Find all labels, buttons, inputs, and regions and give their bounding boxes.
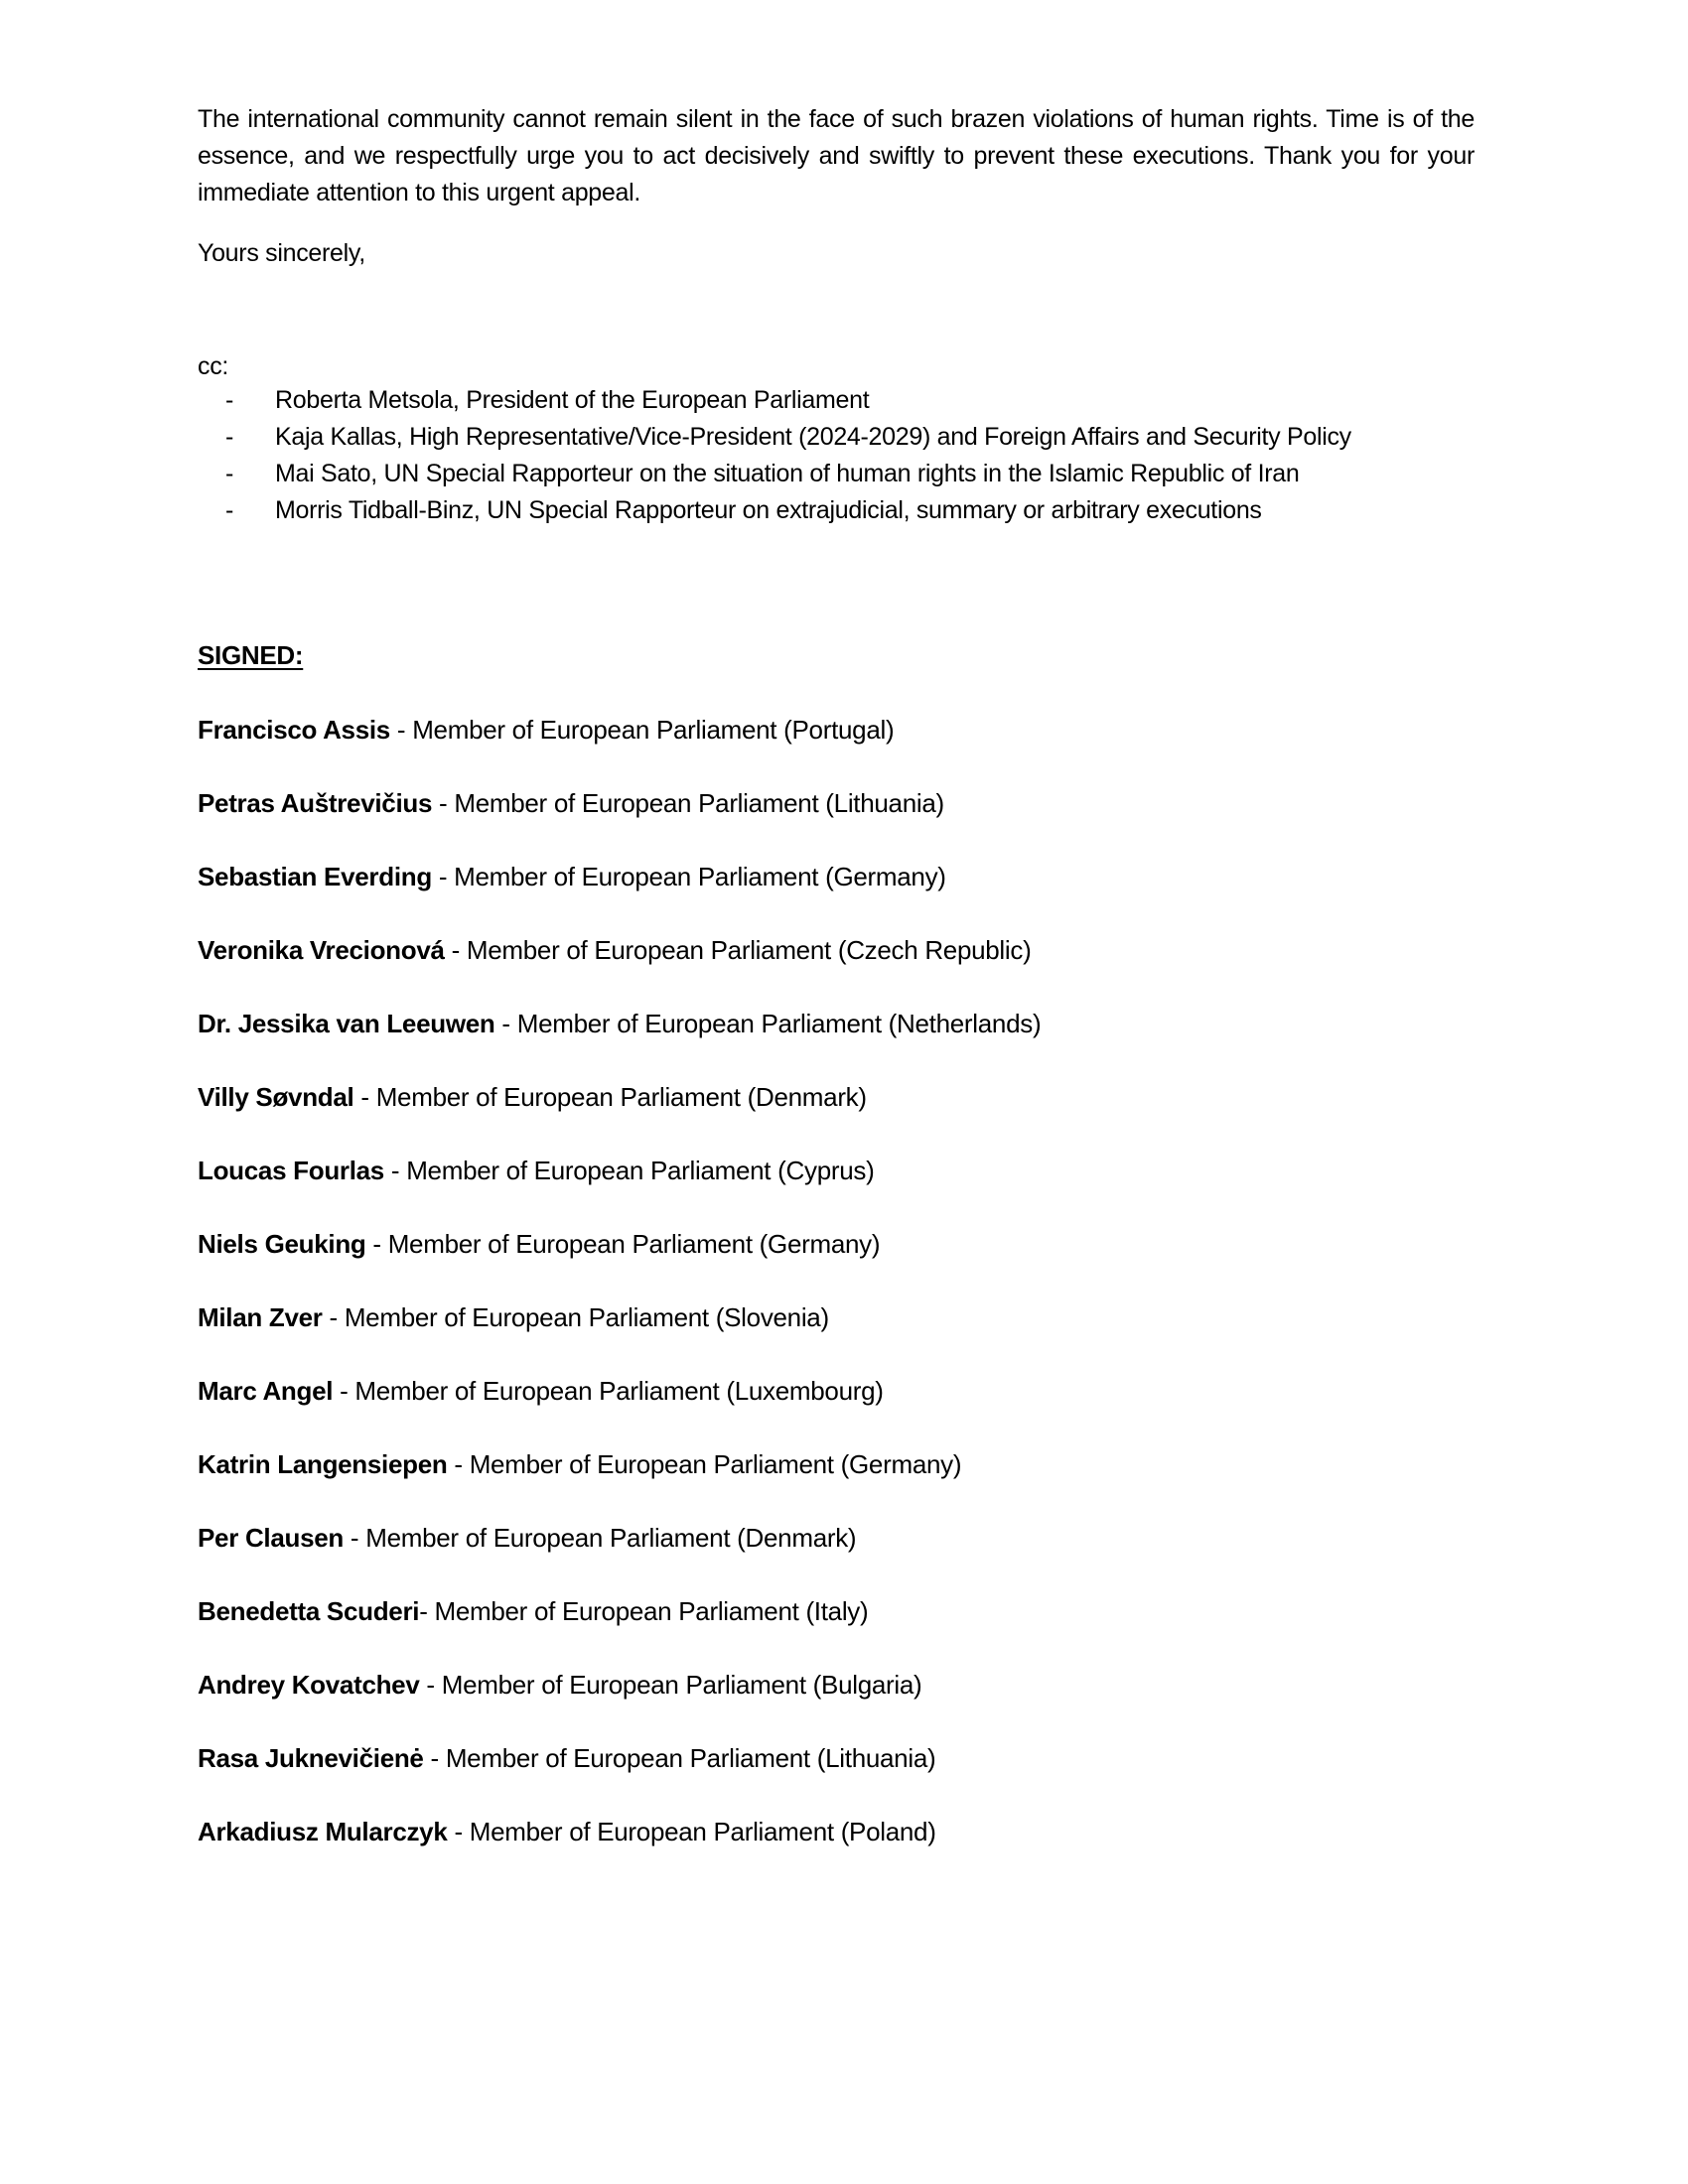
signatory-name: Francisco Assis: [198, 715, 390, 745]
separator: -: [344, 1523, 366, 1553]
separator: -: [494, 1009, 517, 1038]
signatory-role: Member of European Parliament (Germany): [454, 862, 946, 891]
dash-bullet-icon: -: [225, 386, 234, 414]
signatory-role: Member of European Parliament (Denmark): [365, 1523, 857, 1553]
cc-recipient: Roberta Metsola, President of the European Parliament: [275, 386, 870, 414]
signatory: [198, 713, 1041, 786]
signatory-role: Member of European Parliament (Luxembourg): [354, 1376, 884, 1406]
dash-bullet-icon: -: [225, 496, 234, 524]
sign-off: Yours sincerely,: [198, 239, 365, 267]
signatory-role: Member of European Parliament (Lithuania): [445, 1743, 936, 1773]
separator: -: [389, 715, 413, 745]
separator: -: [431, 862, 455, 891]
separator: -: [365, 1229, 388, 1259]
cc-recipient: Morris Tidball-Binz, UN Special Rapporteur on extrajudicial, summary or arbitrary executions: [275, 496, 1262, 524]
signed-heading: SIGNED:: [198, 640, 304, 670]
signatory: [198, 860, 1041, 933]
signatory-role: Member of European Parliament (Lithuania): [454, 788, 944, 818]
signatory-role: Member of European Parliament (Denmark): [375, 1082, 867, 1112]
signatory-name: Milan Zver: [198, 1302, 323, 1332]
signatory-name: Sebastian Everding: [198, 862, 432, 891]
signatory-role: Member of European Parliament (Netherlands): [516, 1009, 1042, 1038]
signatory-role: Member of European Parliament (Cyprus): [406, 1156, 875, 1185]
signatory: [198, 933, 1041, 1007]
cc-recipient: Mai Sato, UN Special Rapporteur on the situation of human rights in the Islamic Republic of Iran: [275, 460, 1300, 487]
signatory: [198, 1741, 1041, 1815]
cc-recipient: Kaja Kallas, High Representative/Vice-President (2024-2029) and Foreign Affairs and Security Policy: [275, 423, 1351, 451]
signatory-name: Petras Auštrevičius: [198, 788, 433, 818]
signatory: [198, 1080, 1041, 1154]
closing-paragraph: The international community cannot remain silent in the face of such brazen violations of human rights. Time is of the essence, and we respectfully urge you to act decisively and swiftly to prevent these executions. Thank you for your immediate attention to this urgent appeal.: [198, 105, 1475, 206]
signatory-name: Per Clausen: [198, 1523, 344, 1553]
signatory-role: Member of European Parliament (Bulgaria): [441, 1670, 922, 1700]
separator: -: [383, 1156, 407, 1185]
signatory-name: Marc Angel: [198, 1376, 334, 1406]
signatory: [198, 1227, 1041, 1300]
signatory-name: Loucas Fourlas: [198, 1156, 384, 1185]
signatory: [198, 1815, 1041, 1888]
separator: -: [353, 1082, 376, 1112]
signatory: [198, 1668, 1041, 1741]
separator: -: [423, 1743, 446, 1773]
separator: -: [432, 788, 455, 818]
signatory: [198, 1521, 1041, 1594]
dash-bullet-icon: -: [225, 423, 234, 451]
separator: -: [419, 1670, 442, 1700]
separator: -: [333, 1376, 355, 1406]
signatory: [198, 1300, 1041, 1374]
signatory-role: Member of European Parliament (Germany): [469, 1449, 962, 1479]
separator: -: [322, 1302, 345, 1332]
separator: -: [447, 1817, 470, 1846]
signatory: [198, 1154, 1041, 1227]
signatory-role: Member of European Parliament (Portugal): [412, 715, 895, 745]
signatory-name: Veronika Vrecionová: [198, 935, 445, 965]
signatory-role: Member of European Parliament (Czech Republic): [466, 935, 1032, 965]
signatory-name: Villy Søvndal: [198, 1082, 354, 1112]
separator: -: [444, 935, 467, 965]
signatory-role: Member of European Parliament (Poland): [469, 1817, 936, 1846]
signatory: [198, 1594, 1041, 1668]
signatory: [198, 1007, 1041, 1080]
signatory: [198, 1374, 1041, 1447]
signatory-name: Niels Geuking: [198, 1229, 366, 1259]
signatory-role: Member of European Parliament (Germany): [387, 1229, 881, 1259]
dash-bullet-icon: -: [225, 460, 234, 487]
signatory-role: Member of European Parliament (Slovenia): [344, 1302, 829, 1332]
cc-label: cc:: [198, 352, 229, 380]
signatory-role: Member of European Parliament (Italy): [434, 1596, 869, 1626]
signatory-name: Rasa Juknevičienė: [198, 1743, 424, 1773]
separator: -: [447, 1449, 470, 1479]
signatory-name: Arkadiusz Mularczyk: [198, 1817, 448, 1846]
signatory-name: Benedetta Scuderi: [198, 1596, 420, 1626]
signatory: [198, 1447, 1041, 1521]
signatory: [198, 786, 1041, 860]
signatory-name: Dr. Jessika van Leeuwen: [198, 1009, 495, 1038]
signatory-name: Andrey Kovatchev: [198, 1670, 420, 1700]
signatory-list: [198, 713, 1041, 1888]
signatory-name: Katrin Langensiepen: [198, 1449, 448, 1479]
separator: -: [419, 1596, 435, 1626]
